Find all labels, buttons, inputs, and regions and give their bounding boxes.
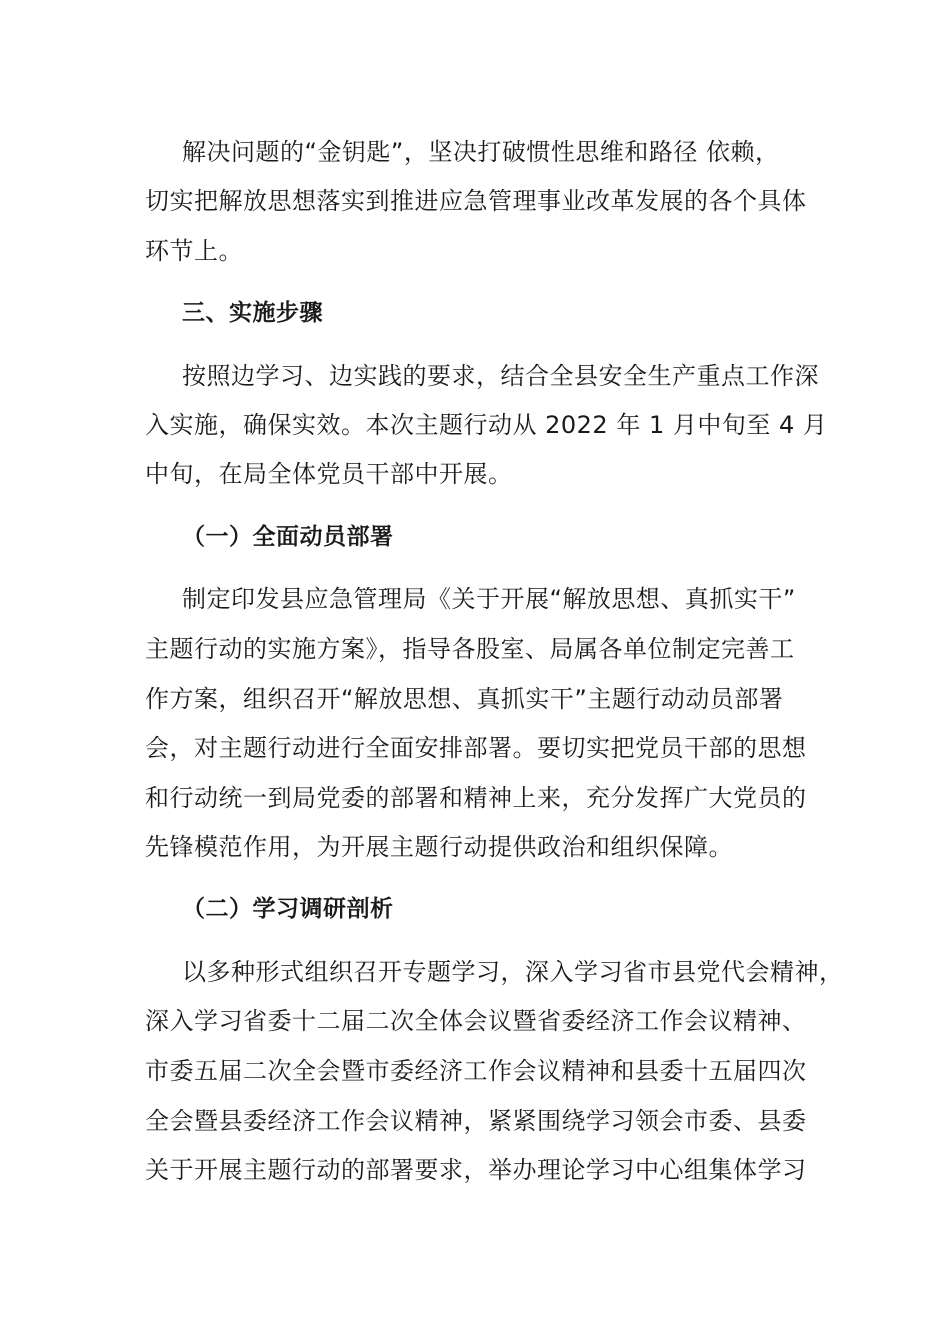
paragraph-line: 市委五届二次全会暨市委经济工作会议精神和县委十五届四次 [145, 1057, 807, 1085]
subsection-heading: （一）全面动员部署 [182, 524, 394, 550]
paragraph-line: 先锋模范作用，为开展主题行动提供政治和组织保障。 [145, 833, 733, 861]
paragraph-line: 关于开展主题行动的部署要求，举办理论学习中心组集体学习 [145, 1156, 807, 1184]
paragraph-line: 按照边学习、边实践的要求，结合全县安全生产重点工作深 [182, 362, 819, 390]
paragraph-line: 深入学习省委十二届二次全体会议暨省委经济工作会议精神、 [145, 1007, 807, 1035]
paragraph-line: 作方案，组织召开“解放思想、真抓实干”主题行动动员部署 [145, 685, 784, 713]
paragraph-line: 入实施，确保实效。本次主题行动从 2022 年 1 月中旬至 4 月 [145, 411, 828, 439]
paragraph-line: 和行动统一到局党委的部署和精神上来，充分发挥广大党员的 [145, 784, 807, 812]
paragraph-line: 中旬，在局全体党员干部中开展。 [145, 460, 513, 488]
section-heading: 三、实施步骤 [182, 300, 323, 326]
paragraph-line: 解决问题的“金钥匙”，坚决打破惯性思维和路径 依赖， [182, 138, 780, 166]
paragraph-line: 会，对主题行动进行全面安排部署。要切实把党员干部的思想 [145, 734, 807, 762]
paragraph-line: 环节上。 [145, 237, 243, 265]
paragraph-line: 制定印发县应急管理局《关于开展“解放思想、真抓实干” [182, 585, 796, 613]
paragraph-line: 全会暨县委经济工作会议精神，紧紧围绕学习领会市委、县委 [145, 1107, 807, 1135]
paragraph-line: 主题行动的实施方案》，指导各股室、局属各单位制定完善工 [145, 635, 795, 663]
subsection-heading: （二）学习调研剖析 [182, 896, 394, 922]
paragraph-line: 切实把解放思想落实到推进应急管理事业改革发展的各个具体 [145, 187, 807, 215]
paragraph-line: 以多种形式组织召开专题学习，深入学习省市县党代会精神， [182, 958, 844, 986]
